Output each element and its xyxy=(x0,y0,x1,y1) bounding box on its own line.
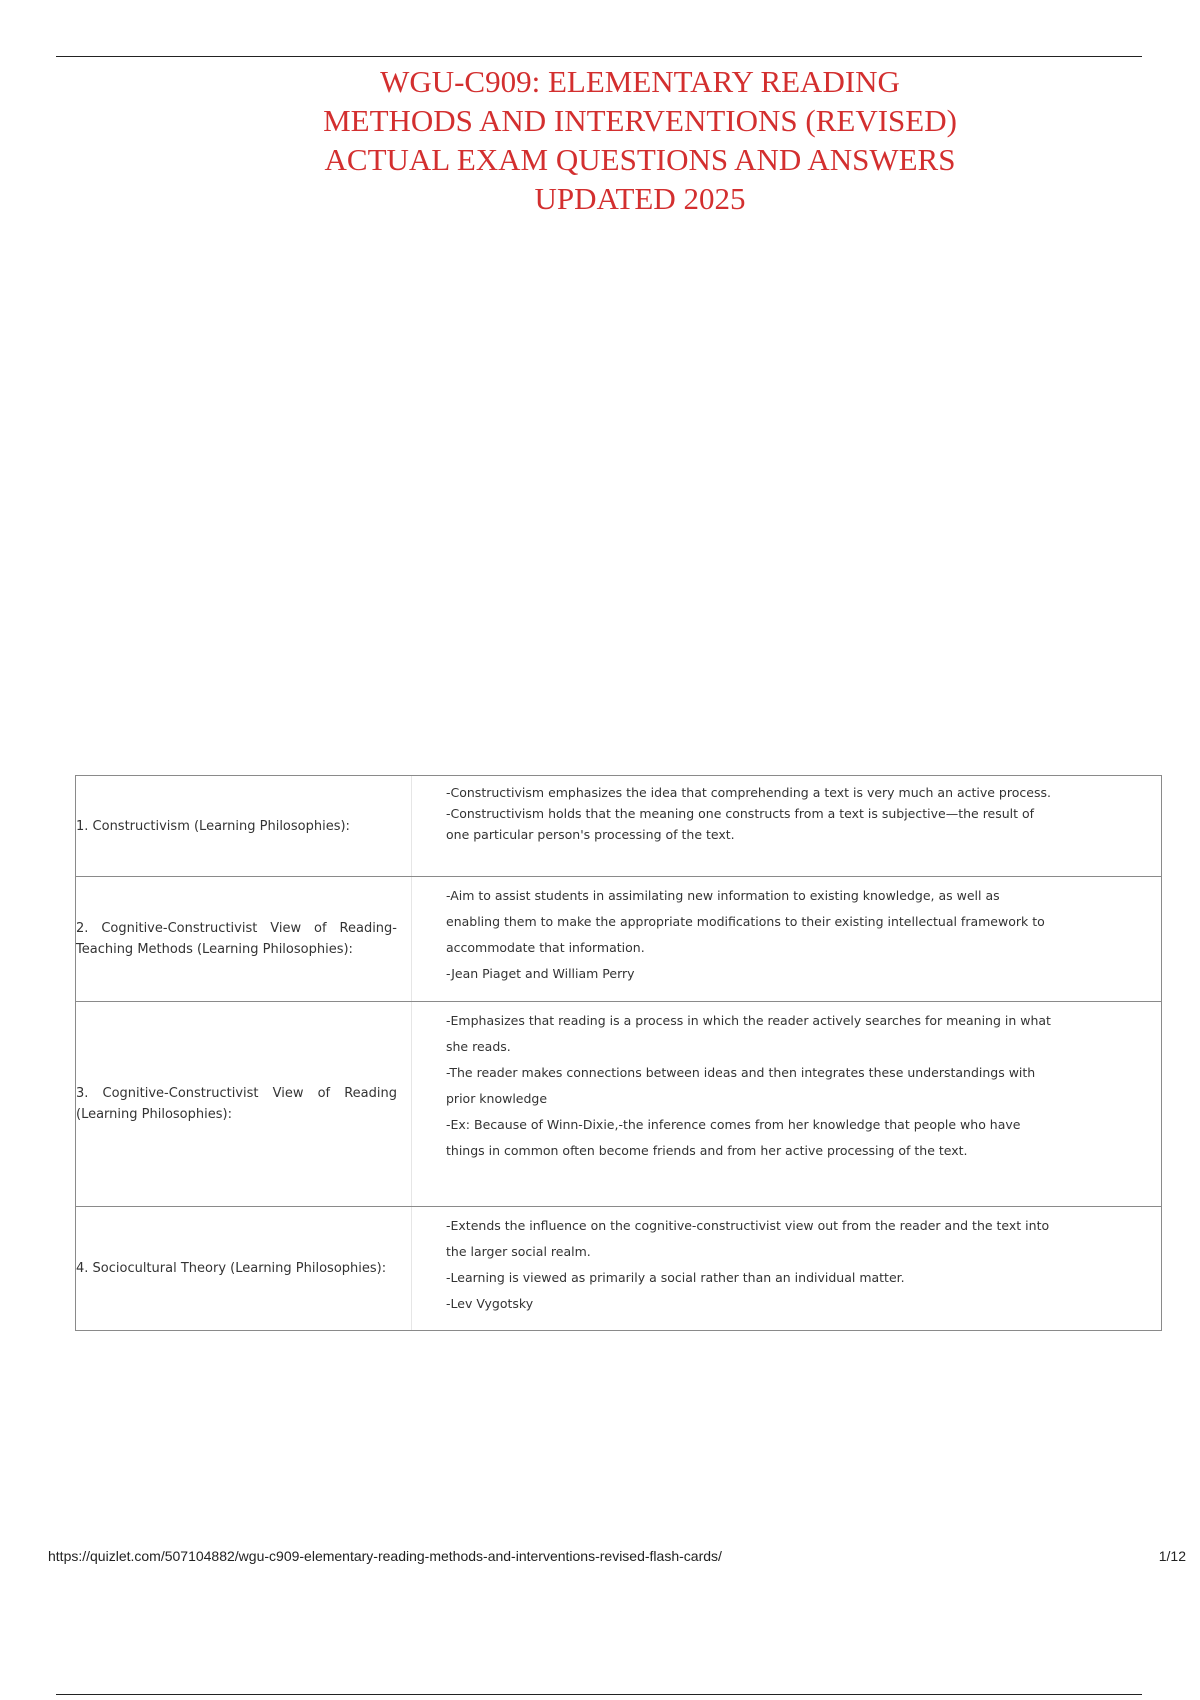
top-rule xyxy=(56,56,1142,57)
definition-line: she reads. xyxy=(446,1039,511,1054)
card-term: 4. Sociocultural Theory (Learning Philosophies): xyxy=(76,1261,387,1276)
title-line: ACTUAL EXAM QUESTIONS AND ANSWERS xyxy=(324,142,956,177)
definition-line: accommodate that information. xyxy=(446,940,645,955)
card-definition xyxy=(411,1207,1161,1330)
bottom-rule xyxy=(56,1694,1142,1695)
source-url[interactable]: https://quizlet.com/507104882/wgu-c909-elementary-reading-methods-and-interventions-revised-flash-cards/ xyxy=(48,1548,722,1564)
flashcard-row xyxy=(76,876,1161,1001)
definition-line: things in common often become friends and from her active processing of the text. xyxy=(446,1143,968,1158)
definition-line: -Emphasizes that reading is a process in which the reader actively searches for meaning in what xyxy=(446,1013,1051,1028)
definition-line: -Lev Vygotsky xyxy=(446,1296,534,1311)
definition-line: -The reader makes connections between ideas and then integrates these understandings with xyxy=(446,1065,1036,1080)
page-number: 1/12 xyxy=(1158,1548,1186,1564)
document-title xyxy=(200,62,1080,218)
card-term: 2. Cognitive-Constructivist View of Reading-Teaching Methods (Learning Philosophies): xyxy=(76,921,397,957)
card-term: 1. Constructivism (Learning Philosophies): xyxy=(76,818,350,834)
card-definition xyxy=(411,776,1161,876)
card-definition xyxy=(411,1002,1161,1206)
definition-line: one particular person's processing of the text. xyxy=(446,827,735,842)
definition-line: -Learning is viewed as primarily a social rather than an individual matter. xyxy=(446,1270,905,1285)
flashcard-table xyxy=(75,775,1162,1331)
card-definition xyxy=(411,877,1161,1001)
flashcard-row xyxy=(76,776,1161,876)
title-line: WGU-C909: ELEMENTARY READING xyxy=(380,64,900,99)
definition-line: -Extends the influence on the cognitive-constructivist view out from the reader and the text into xyxy=(446,1218,1050,1233)
card-term: 3. Cognitive-Constructivist View of Reading (Learning Philosophies): xyxy=(76,1086,397,1122)
definition-line: -Ex: Because of Winn-Dixie,-the inference comes from her knowledge that people who have xyxy=(446,1117,1021,1132)
definition-line: the larger social realm. xyxy=(446,1244,591,1259)
definition-line: prior knowledge xyxy=(446,1091,548,1106)
flashcard-row xyxy=(76,1206,1161,1330)
definition-line: enabling them to make the appropriate modifications to their existing intellectual framework to xyxy=(446,914,1045,929)
definition-line: -Constructivism emphasizes the idea that comprehending a text is very much an active process. xyxy=(446,785,1051,800)
definition-line: -Jean Piaget and William Perry xyxy=(446,966,635,981)
definition-line: -Constructivism holds that the meaning one constructs from a text is subjective—the result of xyxy=(446,806,1035,821)
title-line: METHODS AND INTERVENTIONS (REVISED) xyxy=(323,103,957,138)
flashcard-row xyxy=(76,1001,1161,1206)
title-line: UPDATED 2025 xyxy=(534,181,746,216)
definition-line: -Aim to assist students in assimilating new information to existing knowledge, as well as xyxy=(446,888,1000,903)
